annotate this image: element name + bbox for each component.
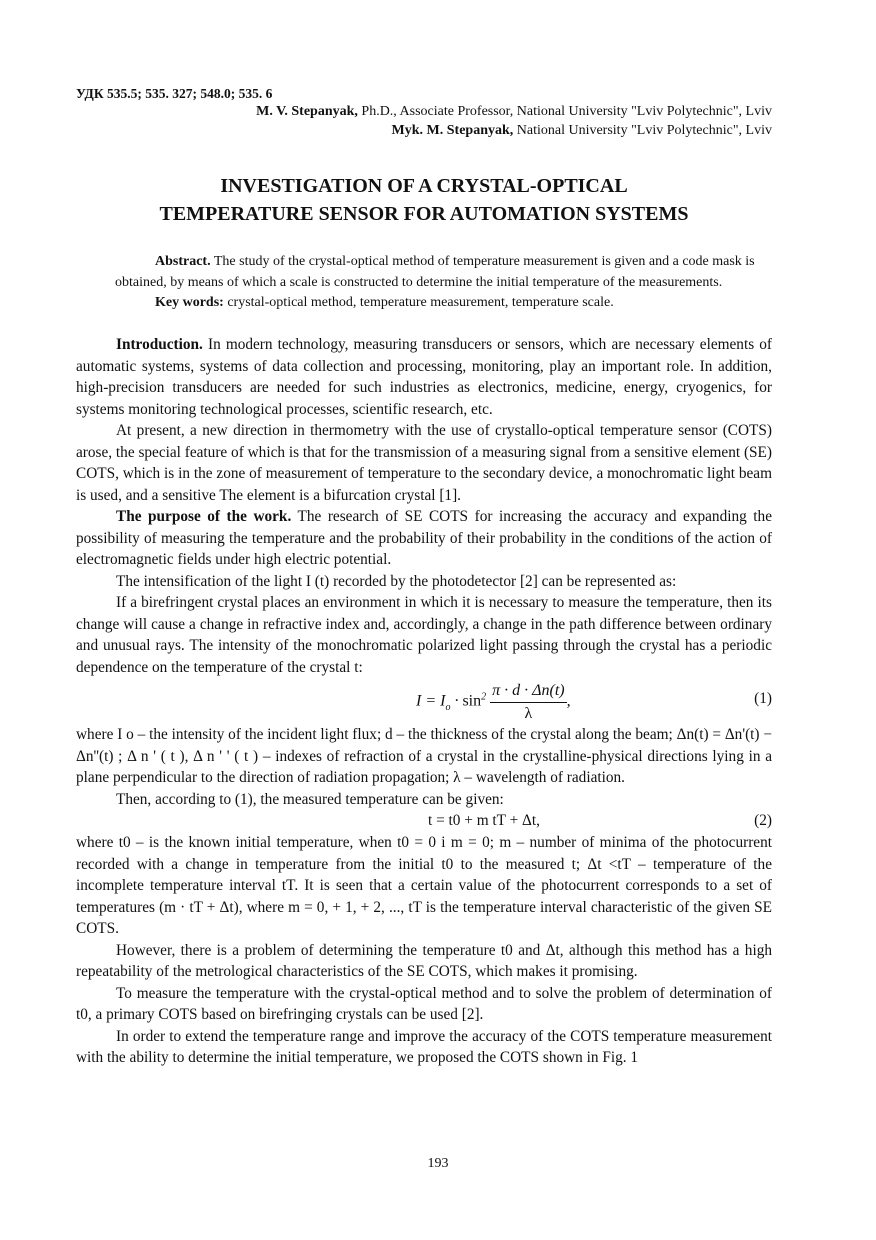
paper-title (76, 172, 772, 228)
paragraph-9: However, there is a problem of determining the temperature t0 and Δt, although this method has a high repeatability of the metrological characteristics of the SE COTS, which makes it promising. (76, 941, 772, 980)
udk-code: УДК 535.5; 535. 327; 548.0; 535. 6 (76, 86, 273, 101)
abstract-text: The study of the crystal-optical method of temperature measurement is given and a code mask is obtained, by means of which a scale is constructed to determine the initial temperature of the measurements. (115, 254, 755, 290)
keywords-label: Key words: (155, 295, 224, 310)
author-2-affiliation: National University "Lviv Polytechnic", Lviv (516, 123, 772, 138)
paragraph-2: At present, a new direction in thermometry with the use of crystallo-optical temperature sensor (COTS) arose, the special feature of which is that for the transmission of a measuring signal from a sensitive element (SE) COTS, which is in the zone of measurement of temperature to the secondary device, a monochromatic light beam is used, and a sensitive The element is a bifurcation crystal [1]. (76, 422, 772, 504)
author-1 (256, 104, 772, 120)
paragraph-10: To measure the temperature with the crystal-optical method and to solve the problem of determination of t0, a primary COTS based on birefringing crystals can be used [2]. (76, 984, 772, 1023)
equation-2-number: (2) (754, 812, 772, 829)
keywords-text: crystal-optical method, temperature measurement, temperature scale. (227, 295, 614, 310)
paragraph-5: If a birefringent crystal places an environment in which it is necessary to measure the temperature, then its change will cause a change in refractive index and, accordingly, a change in the path difference between ordinary and unusual rays. The intensity of the monochromatic polarized light passing through the crystal has a periodic dependence on the temperature of the crystal t: (76, 594, 772, 676)
paragraph-introduction (76, 334, 772, 420)
page-number: 193 (427, 1156, 449, 1171)
abstract (115, 251, 772, 293)
paper-body (76, 334, 772, 1069)
purpose-label: The purpose of the work. (116, 508, 292, 525)
paragraph-purpose (76, 506, 772, 571)
equation-2-row (76, 810, 772, 832)
paragraph-4: The intensification of the light I (t) recorded by the photodetector [2] can be represented as: (116, 572, 677, 590)
introduction-text: In modern technology, measuring transducers or sensors, which are necessary elements of automatic systems, systems of data collection and processing, monitoring, play an important role. In addition, high-precision transducers are needed for such industries as electronics, medicine, energy, cryogenics, for systems monitoring technological processes, scientific research, etc. (76, 336, 772, 418)
paragraph-where-1: where I o – the intensity of the incident light flux; d – the thickness of the crystal along the beam; Δn(t) = Δn'(t) − Δn''(t) ; Δ n ' ( t ), Δ n ' ' ( t ) – indexes of refraction of a crystal in the crystalline-physical directions lying in a plane perpendicular to the direction of radiation propagation; λ – wavelength of radiation. (76, 726, 772, 786)
introduction-label: Introduction. (116, 336, 203, 353)
author-2-name: Myk. M. Stepanyak, (391, 123, 514, 138)
equation-1-number: (1) (754, 690, 772, 707)
equation-1-row (76, 678, 772, 724)
keywords (155, 295, 614, 311)
title-line-2: TEMPERATURE SENSOR FOR AUTOMATION SYSTEMS (159, 203, 689, 225)
paragraph-11: In order to extend the temperature range and improve the accuracy of the COTS temperature measurement with the ability to determine the initial temperature, we proposed the COTS shown in Fig. 1 (76, 1027, 772, 1066)
author-1-name: M. V. Stepanyak, (256, 104, 358, 119)
author-1-affiliation: Ph.D., Associate Professor, National University "Lviv Polytechnic", Lviv (361, 104, 772, 119)
equation-1: $I = I_o \cdot \sin^2$ $\frac{\pi \cdot d \cdot \Delta n(t)}{\lambda}$ , (416, 682, 571, 722)
purpose-text: The research of SE COTS for increasing the accuracy and expanding the possibility of measuring the temperature and the probability of their probability in the conditions of the action of electromagnetic fields under high electric potential. (76, 508, 772, 568)
paragraph-7: Then, according to (1), the measured temperature can be given: (116, 790, 504, 808)
equation-2: t = t0 + m tT + Δt, (428, 812, 540, 829)
title-line-1: INVESTIGATION OF A CRYSTAL-OPTICAL (220, 175, 628, 197)
author-2 (392, 123, 772, 139)
abstract-label: Abstract. (155, 254, 211, 269)
paragraph-where-2: where t0 – is the known initial temperature, when t0 = 0 i m = 0; m – number of minima of the photocurrent recorded with a change in temperature from the initial t0 to the measured t; Δt <tT – temperature of the incomplete temperature interval tT. It is seen that a certain value of the photocurrent corresponds to a set of temperatures (m · tT + Δt), where m = 0, + 1, + 2, ..., tT is the temperature interval characteristic of the given SE COTS. (76, 834, 772, 937)
